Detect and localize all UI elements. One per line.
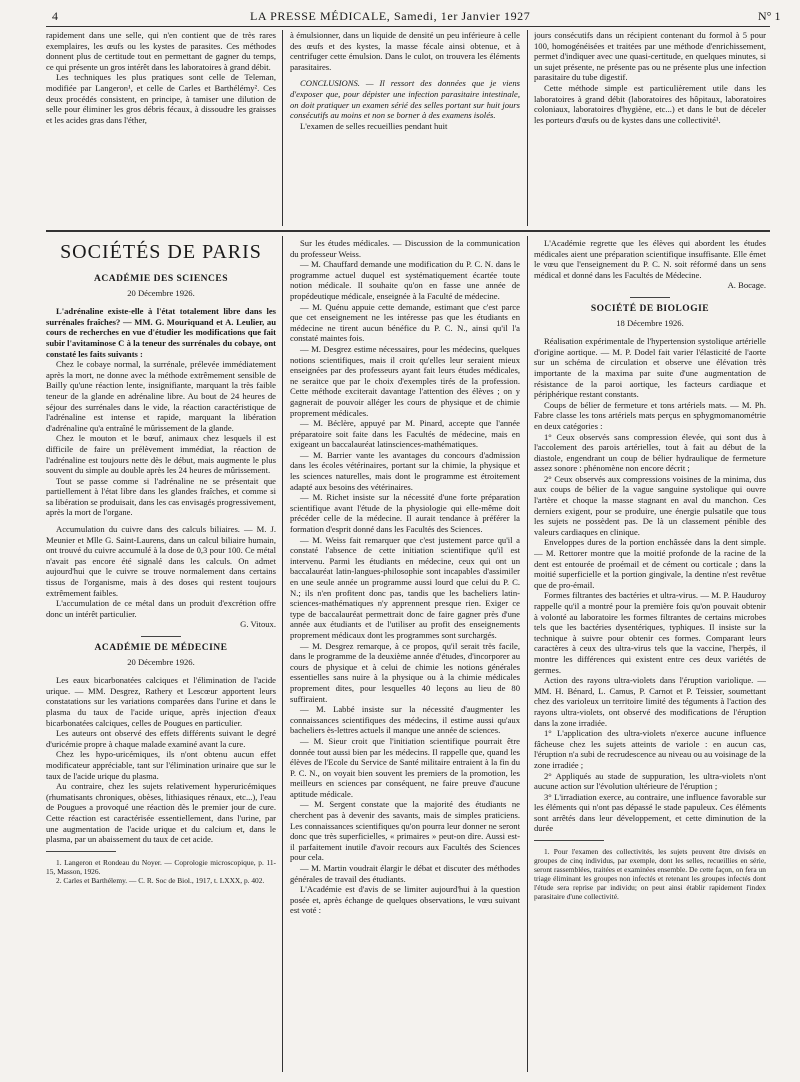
column-divider xyxy=(527,30,528,226)
paragraph: jours consécutifs dans un récipient contenant du formol à 5 pour 100, homogénéisées et traitées par une méthode d'enrichissement, permet d'indiquer avec une quasi-certitude, en quelques minutes, si un sujet présente, ne présente pas ou ne présente plus une infection parasitaire du tube digestif. xyxy=(534,30,766,83)
paragraph: — M. Barrier vante les avantages du concours d'admission dans les écoles vétérinaires, portant sur la chimie, la physique et les sciences naturelles, mais dont le programme est étroitement adapté aux besoins des vétérinaires. xyxy=(290,449,520,492)
column-divider xyxy=(527,236,528,1072)
paragraph: Au contraire, chez les sujets relativement hyperuricémiques (rhumatisants chroniques, obèses, lithiasiques rénaux, etc...), l'eau de Pougues a provoqué une réaction dès le premier jour de cure. Cette réaction est caractérisée essentiellement, dans l'urine, par une augmentation de l'acide urique et du calcium et, dans le plasma, par un abaissement du taux de cet acide. xyxy=(46,781,276,845)
paragraph: 3° L'irradiation exerce, au contraire, une influence favorable sur les éléments qui n'ont pas dépassé le stade papuleux. Ces éléments sont arrêtés dans leur développement, et cette diminution de la durée xyxy=(534,791,766,834)
section-rule xyxy=(46,230,770,232)
footnote: 1. Langeron et Rondeau du Noyer. — Coprologie microscopique, p. 11-15, Masson, 1926. xyxy=(46,857,276,876)
paragraph: 1° Ceux observés sans compression élevée, qui sont dus à l'accolement des parois artérielles, tout à fait au début de la diastole, engendrant un coup de bélier hydraulique de fermeture assez sonore : phénomène non encore décrit ; xyxy=(534,431,766,474)
footnote: 2. Carles et Barthélemy. — C. R. Soc de Biol., 1917, t. LXXX, p. 402. xyxy=(56,875,265,885)
top-column-1 xyxy=(46,30,276,225)
paragraph: L'Académie regrette que les élèves qui abordent les études médicales aient une préparation scientifique insuffisante. Elle émet le vœu que l'enseignement du P. C. N. soit réformé dans un sens médical et donné dans les Facultés de Médecine. xyxy=(534,238,766,280)
section-date: 18 Décembre 1926. xyxy=(616,317,684,328)
signature: A. Bocage. xyxy=(727,280,766,291)
separator xyxy=(630,297,670,298)
conclusions-paragraph: CONCLUSIONS. — Il ressort des données que je viens d'exposer que, pour dépister une infection parasitaire intestinale, on doit pratiquer un examen sérié des selles portant sur huit jours consécutifs au moins et non se borner à des examens isolés. xyxy=(290,78,520,121)
section-heading: ACADÉMIE DES SCIENCES xyxy=(93,274,229,284)
page-header xyxy=(0,0,800,26)
paragraph: L'adrénaline existe-elle à l'état totalement libre dans les surrénales fraîches? — MM. G. Mouriquand et A. Leulier, au cours de recherches en vue d'étudier les modifications que fait subir l'avitaminose C à la teneur des surrénales du cobaye, ont constaté les faits suivants : xyxy=(46,306,276,359)
paragraph: Coups de bélier de fermeture et tons artériels mats. — M. Ph. Fabre classe les tons artériels mats perçus en sphygmomanométrie en deux catégories : xyxy=(534,399,766,431)
paragraph: — M. Weiss fait remarquer que c'est justement parce qu'il a constaté l'absence de cette initiation scientifique qu'il est intervenu. Parmi les étudiants en médecine, ceux qui ont un baccalauréat latin-langues-philosophie sont incapables d'assimiler en une seule année un programme aussi lourd que celui du P. C. N.; ils n'en profitent donc pas, tandis que les bacheliers latin-sciences-mathématiques n'y apprennent presque rien. Exiger ce type de baccalauréat permettrait donc de faire gagner près d'une année aux étudiants et de l'utiliser au profit des enseignements proprement médicaux dont les programmes sont surchargés. xyxy=(290,534,520,640)
banner-title: SOCIÉTÉS DE PARIS xyxy=(60,241,262,263)
footnote: 1. Pour l'examen des collectivités, les sujets peuvent être divisés en groupes de cinq individus, par exemple, dont les selles, recueillies en série, seront rassemblées, traitées et examinées ensemble. De cette façon, on fera un triage éliminant les groupes non infectés et retenant les groupes infectés dont l'étude sera reprise par individu; on peut ainsi établir rapidement l'index parasitaire d'une collectivité. xyxy=(534,847,766,902)
paragraph: Chez le mouton et le bœuf, animaux chez lesquels il est difficile de faire un prélèvement immédiat, la réaction de l'adrénaline est toujours nette dès le début, mais augmente le plus souvent du simple au double après les 24 heures de mûrissement. xyxy=(46,433,276,476)
paragraph: 2° Ceux observés aux compressions voisines de la minima, dus aux coups de bélier de la vague sanguine systolique qui ouvre l'artère et choque la masse stagnant en aval du manchon. Ces derniers exigent, pour se produire, une énergie pulsatile que tous les sujets ne possèdent pas. De là un classement pénible des valeurs cardiaques en clinique. xyxy=(534,473,766,537)
journal-title: LA PRESSE MÉDICALE, Samedi, 1er Janvier 1927 xyxy=(250,9,531,23)
paragraph: Cette méthode simple est particulièrement utile dans les laboratoires à grand débit (laboratoires des hôpitaux, laboratoires coloniaux, laboratoires d'hygiène, etc...) et dans le but de déceler les porteurs d'œufs ou de kystes dans une collectivité¹. xyxy=(534,82,766,125)
paragraph: Action des rayons ultra-violets dans l'éruption variolique. — MM. H. Bénard, L. Camus, P. Carnot et P. Teissier, soumettant chez des varioleux un territoire limité des téguments à l'action des rayons ultra-violets, ont observé des modifications de l'éruption dans la zone irradiée. xyxy=(534,675,766,728)
paragraph: Chez le cobaye normal, la surrénale, prélevée immédiatement après la mort, ne donne avec la méthode extrêmement sensible de Bailly qu'une réaction lente, insignifiante, marquant la très faible teneur de la glande en adrénaline libre. Au bout de 24 heures de séjour des surrénales dans le vide, la réaction caractéristique de l'adrénaline est intense et rapide, marquant la libération d'adrénaline qu'a entraîné le mûrissement de la glande. xyxy=(46,359,276,433)
paragraph: L'accumulation de ce métal dans un produit d'excrétion offre donc un intérêt particulier. xyxy=(46,598,276,619)
paragraph: rapidement dans une selle, qui n'en contient que de très rares exemplaires, les œufs ou les kystes de parasites. Ces méthodes donnent plus de certitude tout en permettant de gagner du temps, ce qui présente un gros intérêt dans les laboratoires à grand débit. xyxy=(46,30,276,72)
paragraph: Les techniques les plus pratiques sont celle de Teleman, modifiée par Langeron¹, et celle de Carles et Barthélémy². Ces deux procédés consistent, en principe, à tamiser une dilution de selle pour éliminer les gros débris fécaux, à dissoudre les graisses et les acides gras dans l'éther, xyxy=(46,72,276,125)
paragraph: Les eaux bicarbonatées calciques et l'élimination de l'acide urique. — MM. Desgrez, Rathery et Lescœur apportent leurs constatations sur les variations comparées dans l'urine et dans le plasma du taux de l'acide urique, après injection d'eaux bicarbonatées calciques, celles de Pougues en particulier. xyxy=(46,675,276,728)
issue-number: N° 1 xyxy=(758,9,781,23)
paragraph: — M. Labbé insiste sur la nécessité d'augmenter les connaissances scientifiques des médecins, il estime aussi qu'aux bacheliers ès-lettres actuels il manque une année de sciences. xyxy=(290,704,520,736)
paragraph: — M. Sergent constate que la majorité des étudiants ne cherchent pas à devenir des savants, mais de simples praticiens. Les connaissances scientifiques qu'on pourra leur donner ne seront donc que très superficielles, « primaires » peut-on dire. Aussi est-il parfaitement inutile d'avoir recours aux Facultés des Sciences pour cela. xyxy=(290,799,520,863)
paragraph: — M. Quénu appuie cette demande, estimant que c'est parce que cet enseignement ne les intéresse pas que les étudiants en médecine ne tirent aucun bénéfice du P. C. N., ainsi qu'il l'a constaté maintes fois. xyxy=(290,301,520,344)
top-column-3 xyxy=(534,30,766,225)
paragraph: — M. Martin voudrait élargir le débat et discuter des méthodes générales de travail des étudiants. xyxy=(290,863,520,884)
paragraph: Sur les études médicales. — Discussion de la communication du professeur Weiss. xyxy=(290,238,520,259)
paragraph: 1° L'application des ultra-violets n'exerce aucune influence fâcheuse chez les sujets atteints de variole : en aucun cas, l'éruption n'a subi de recrudescence au niveau ou au voisinage de la zone irradiée ; xyxy=(534,728,766,770)
top-column-2 xyxy=(290,30,520,225)
paragraph: Formes filtrantes des bactéries et ultra-virus. — M. P. Hauduroy rappelle qu'il a montré pour la première fois qu'on pouvait obtenir à volonté au laboratoire les formes filtrantes de certains microbes tels que les bactéries dysentériques, typhiques. Il insiste sur la technique à suivre pour obtenir ces formes. Comparant leurs caractères à ceux des ultra-virus tels que la vaccine, l'herpès, il montre les différences qui existent entre ces deux variétés de germes. xyxy=(534,590,766,675)
paragraph: — M. Béclère, appuyé par M. Pinard, accepte que l'année préparatoire soit faite dans les Facultés de médecine, mais en exigeant un baccalauréat latinsciences-mathématiques. xyxy=(290,418,520,450)
paragraph: — M. Sieur croit que l'initiation scientifique pourrait être donnée tout aussi bien par les médecins. Il rappelle que, quand les élèves de l'Ecole du Service de Santé militaire entraient à la fin du P. C. N., on voyait bien souvent les premiers de la promotion, les meilleurs en sciences par conséquent, ne faire preuve d'aucune aptitude médicale. xyxy=(290,735,520,799)
paragraph: à émulsionner, dans un liquide de densité un peu inférieure à celle des œufs et des kystes, la masse fécale ainsi obtenue, et à centrifuger cette émulsion. Dans le culot, on trouvera les éléments parasitaires. xyxy=(290,30,520,72)
paragraph: — M. Richet insiste sur la nécessité d'une forte préparation scientifique avant l'étude de la physiologie qui elle-même doit précéder celle de la médecine. Il aurait tendance à préférer la formation d'esprit donné dans les Facultés des Sciences. xyxy=(290,492,520,535)
right-column xyxy=(534,238,766,1072)
footnote-rule xyxy=(534,840,604,841)
section-heading: SOCIÉTÉ DE BIOLOGIE xyxy=(590,303,710,314)
paragraph: Chez les hypo-uricémiques, ils n'ont obtenu aucun effet modificateur appréciable, tant sur l'élimination urinaire que sur le taux de l'acide urique du plasma. xyxy=(46,749,276,781)
paragraph: Tout se passe comme si l'adrénaline ne se présentait que partiellement à l'état libre dans les glandes fraîches, et comme si sa libération se produisait, dans les cas envisagés progressivement, après la mort de l'organe. xyxy=(46,475,276,518)
column-divider xyxy=(282,30,283,226)
paragraph: 2° Appliqués au stade de suppuration, les ultra-violets n'ont aucune action sur l'évolution ultérieure de l'éruption ; xyxy=(534,770,766,792)
left-column xyxy=(46,238,276,1072)
paragraph: L'Académie est d'avis de se limiter aujourd'hui à la question posée et, après échange de quelques observations, le vœu suivant est voté : xyxy=(290,884,520,916)
header-rule xyxy=(46,26,770,27)
footnote-rule xyxy=(46,851,116,852)
section-date: 20 Décembre 1926. xyxy=(127,287,195,298)
paragraph: Enveloppes dures de la portion enchâssée dans la dent simple. — M. Rettorer montre que la moitié profonde de la racine de la dent est entourée de proémail et de cément ou corticale ; dans la moitié superficielle et la portion gingivale, la dentine n'est revêtue que de pro-émail. xyxy=(534,537,766,590)
signature: G. Vitoux. xyxy=(240,619,276,630)
column-divider xyxy=(282,236,283,1072)
paragraph: Réalisation expérimentale de l'hypertension systolique artérielle d'origine aortique. — M. P. Dodel fait varier l'élasticité de l'aorte sur un schéma de circulation et observe une élévation très importante de la maxima par suite d'une augmentation de résistance de la paroi aortique, les facteurs cardiaque et périphérique restant constants. xyxy=(534,336,766,400)
section-heading: ACADÉMIE DE MÉDECINE xyxy=(94,643,228,653)
middle-column xyxy=(290,238,520,1072)
page-number: 4 xyxy=(52,9,58,23)
paragraph: L'examen de selles recueillies pendant huit xyxy=(300,120,448,131)
paragraph: Accumulation du cuivre dans des calculs biliaires. — M. J. Meunier et Mlle G. Saint-Laurens, dans un calcul biliaire humain, ont trouvé du cuivre accumulé à la dose de 0,3 pour 100. Ce métal n'avait pas encore été signalé dans les calculs. On admet aujourd'hui que le cuivre se trouve normalement dans certains tissus de l'organisme, mais à des doses qui restent toujours extrêmement faibles. xyxy=(46,524,276,598)
paragraph: — M. Desgrez estime nécessaires, pour les médecins, quelques notions scientifiques, mais il croit qu'elles leur seraient mieux enseignées par des professeurs ayant fait leurs études médicales, ne seraitce que par le choix d'exemples tirés de la profession. Cette méthode exciterait davantage l'attention des élèves ; on y gagnerait de pouvoir alléger les cours de physique et de chimie proprement médicales. xyxy=(290,343,520,418)
paragraph: — M. Chauffard demande une modification du P. C. N. dans le programme actuel duquel est systématiquement écartée toute notion médicale. Il souhaite qu'on en fasse une année de propédeutique médicale, enseignée à la Faculté de médecine. xyxy=(290,259,520,301)
paragraph: — M. Desgrez remarque, à ce propos, qu'il serait très facile, dans le programme de la deuxième année d'études, d'incorporer au cours de physique et à celui de chimie les notions générales essentielles sans nuire à la physique ou à la chimie médicales proprement dites, pour lesquelles 40 leçons au lieu de 80 suffiraient. xyxy=(290,640,520,704)
paragraph: Les auteurs ont observé des effets différents suivant le degré d'uricémie propre à chaque malade examiné avant la cure. xyxy=(46,728,276,749)
separator xyxy=(141,636,181,637)
section-date: 20 Décembre 1926. xyxy=(127,656,195,667)
